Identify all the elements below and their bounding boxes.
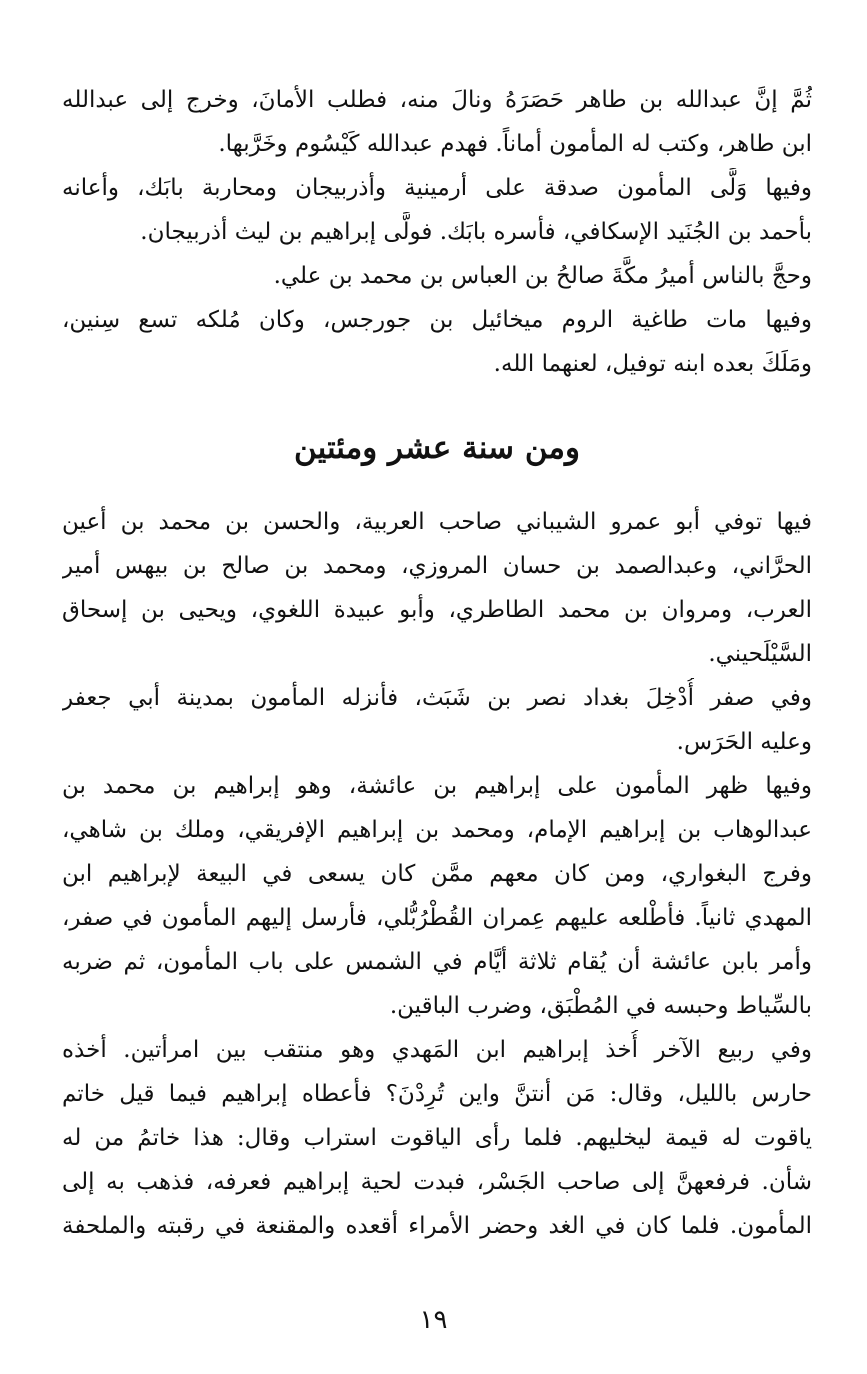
text-line: عبدالوهاب بن إبراهيم الإمام، ومحمد بن إبراهيم الإفريقي، وملك بن شاهي، [62, 817, 812, 843]
text-line: الحرَّاني، وعبدالصمد بن حسان المروزي، ومحمد بن صالح بن بيهس أمير [62, 553, 812, 579]
text-line: المهدي ثانياً. فأطْلعه عليهم عِمران القُطْرُبُّلي، فأرسل إليهم المأمون في صفر، [62, 905, 812, 931]
text-line: فيها توفي أبو عمرو الشيباني صاحب العربية، والحسن بن محمد بن أعين [62, 509, 812, 535]
text-line: حارس بالليل، وقال: مَن أنتنَّ واين تُرِدْنَ؟ فأعطاه إبراهيم فيما قيل خاتم [62, 1081, 812, 1107]
text-line: بأحمد بن الجُنَيد الإسكافي، فأسره بابَك. فولَّى إبراهيم بن ليث أذربيجان. [140, 219, 812, 245]
text-line: وفي ربيع الآخر أُخذ إبراهيم ابن المَهدي وهو منتقب بين امرأتين. أخذه [62, 1037, 812, 1063]
text-line: وفرج البغواري، ومن كان معهم ممَّن كان يسعى في البيعة لإبراهيم ابن [62, 861, 812, 887]
text-line: وفيها وَلَّى المأمون صدقة على أرمينية وأذربيجان ومحاربة بابَك، وأعانه [62, 175, 812, 201]
text-line: السَّيْلَحيني. [708, 641, 812, 667]
section-heading: ومن سنة عشر ومئتين [294, 430, 580, 466]
text-line: وفيها ظهر المأمون على إبراهيم بن عائشة، وهو إبراهيم بن محمد بن [62, 773, 812, 799]
text-line: ومَلَكَ بعده ابنه توفيل، لعنهما الله. [493, 351, 812, 377]
text-line: ابن طاهر، وكتب له المأمون أماناً. فهدم عبدالله كَيْسُوم وخَرَّبها. [218, 131, 812, 157]
text-line: ثُمَّ إنَّ عبدالله بن طاهر حَصَرَهُ ونالَ منه، فطلب الأمانَ، وخرج إلى عبدالله [62, 87, 812, 113]
text-line: المأمون. فلما كان في الغد وحضر الأمراء أقعده والمقنعة في رقبته والملحفة [62, 1213, 812, 1239]
text-line: بالسِّياط وحبسه في المُطْبَق، وضرب الباقين. [389, 993, 812, 1019]
text-line: وعليه الحَرَس. [676, 729, 812, 755]
text-line: وفي صفر أُدْخِلَ بغداد نصر بن شَبَث، فأنزله المأمون بمدينة أبي جعفر [62, 685, 812, 711]
text-line: وأمر بابن عائشة أن يُقام ثلاثة أيَّام في الشمس على باب المأمون، ثم ضربه [62, 949, 812, 975]
text-line: شأن. فرفعهنَّ إلى صاحب الجَسْر، فبدت لحية إبراهيم فعرفه، فذهب به إلى [62, 1169, 812, 1195]
text-line: وفيها مات طاغية الروم ميخائيل بن جورجس، وكان مُلكه تسع سِنين، [62, 307, 812, 333]
text-line: العرب، ومروان بن محمد الطاطري، وأبو عبيدة اللغوي، ويحيى بن إسحاق [62, 597, 812, 623]
page-number: ١٩ [419, 1305, 448, 1335]
text-line: ياقوت له قيمة ليخليهم. فلما رأى الياقوت استراب وقال: هذا خاتمُ من له [62, 1125, 812, 1151]
text-line: وحجَّ بالناس أميرُ مكَّةَ صالحُ بن العباس بن محمد بن علي. [273, 263, 812, 289]
